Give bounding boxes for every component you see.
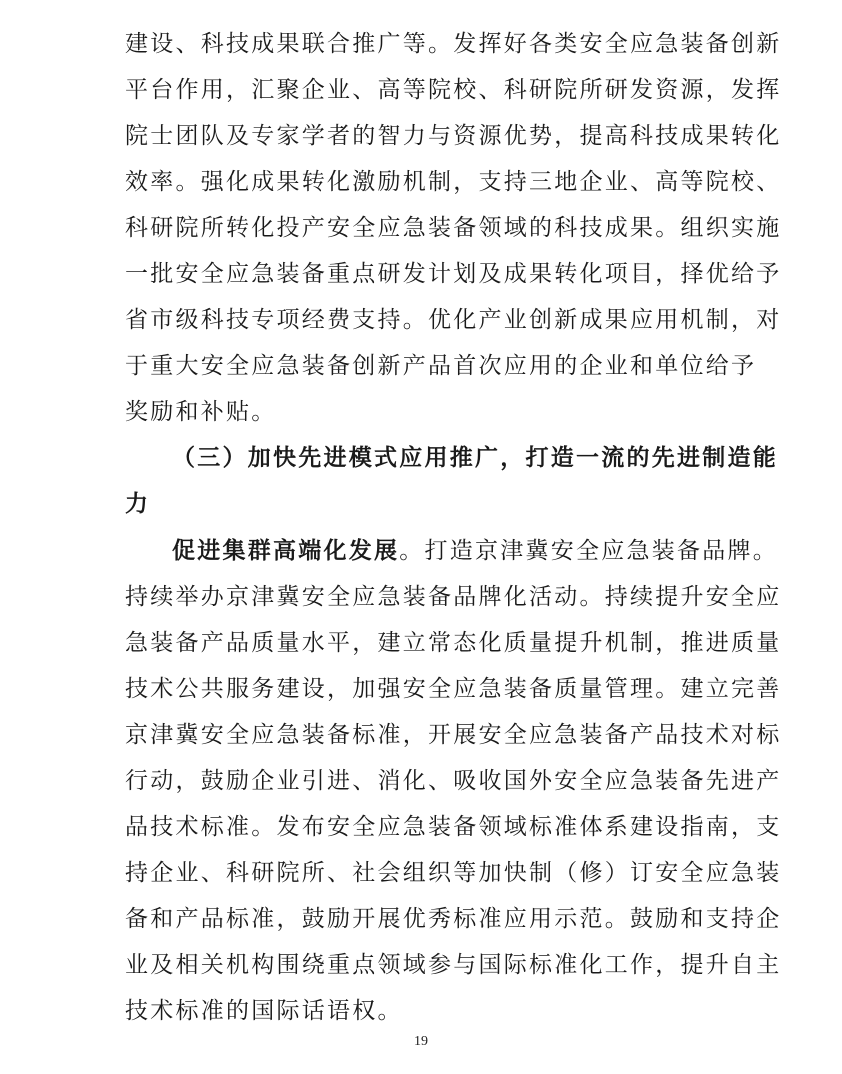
- body-text-line: 备 和 产 品 标 准 ， 鼓 励 开 展 优 秀 标 准 应 用 示 范 。 鼓 励 和 支 持 企: [125, 906, 782, 932]
- paragraph-bold-lead: 促进集群高端化发展: [172, 538, 400, 564]
- body-text-line: 京 津 冀 安 全 应 急 装 备 标 准 ， 开 展 安 全 应 急 装 备 产 品 技 术 对 标: [125, 722, 782, 748]
- body-text-line: 于 重 大 安 全 应 急 装 备 创 新 产 品 首 次 应 用 的 企 业 和 单 位 给 予: [125, 353, 757, 379]
- body-text-line: 科 研 院 所 转 化 投 产 安 全 应 急 装 备 领 域 的 科 技 成 果 。 组 织 实 施: [125, 215, 782, 241]
- section-heading: 力: [125, 491, 151, 517]
- body-text-line: 建 设 、 科 技 成 果 联 合 推 广 等 。 发 挥 好 各 类 安 全 应 急 装 备 创 新: [125, 31, 782, 57]
- body-text-run: 。打造京津冀安全应急装备品牌。: [399, 538, 778, 564]
- body-text-line: 技术标准的国际话语权。: [125, 998, 403, 1024]
- body-text-line: 省 市 级 科 技 专 项 经 费 支 持 。 优 化 产 业 创 新 成 果 应 用 机 制 ， 对: [125, 307, 782, 333]
- section-heading: （ 三 ） 加 快 先 进 模 式 应 用 推 广 ， 打 造 一 流 的 先 进 制 造 能: [172, 445, 778, 471]
- body-text-line: 持 企 业 、 科 研 院 所 、 社 会 组 织 等 加 快 制 （ 修 ） 订 安 全 应 急 装: [125, 860, 782, 886]
- body-text-line: 品 技 术 标 准 。 发 布 安 全 应 急 装 备 领 域 标 准 体 系 建 设 指 南 ， 支: [125, 814, 782, 840]
- body-text-line: 业 及 相 关 机 构 围 绕 重 点 领 域 参 与 国 际 标 准 化 工 作 ， 提 升 自 主: [125, 952, 782, 978]
- body-text-line: 一 批 安 全 应 急 装 备 重 点 研 发 计 划 及 成 果 转 化 项 目 ， 择 优 给 予: [125, 261, 782, 287]
- body-text-line: 急 装 备 产 品 质 量 水 平 ， 建 立 常 态 化 质 量 提 升 机 制 ， 推 进 质 量: [125, 630, 782, 656]
- body-text-line: 奖励和补贴。: [125, 399, 277, 425]
- body-text-line: 技 术 公 共 服 务 建 设 ， 加 强 安 全 应 急 装 备 质 量 管 理 。 建 立 完 善: [125, 676, 782, 702]
- body-text-line: 院 士 团 队 及 专 家 学 者 的 智 力 与 资 源 优 势 ， 提 高 科 技 成 果 转 化: [125, 123, 782, 149]
- body-text-line: 行 动 ， 鼓 励 企 业 引 进 、 消 化 、 吸 收 国 外 安 全 应 急 装 备 先 进 产: [125, 768, 782, 794]
- body-text-line: 持 续 举 办 京 津 冀 安 全 应 急 装 备 品 牌 化 活 动 。 持 续 提 升 安 全 应: [125, 584, 782, 610]
- body-text-line: 平 台 作 用 ， 汇 聚 企 业 、 高 等 院 校 、 科 研 院 所 研 发 资 源 ， 发 挥: [125, 77, 782, 103]
- paragraph-lead-line: [172, 536, 778, 566]
- body-text-line: 效 率 。 强 化 成 果 转 化 激 励 机 制 ， 支 持 三 地 企 业 、 高 等 院 校 、: [125, 169, 782, 195]
- page-number: 19: [414, 1034, 428, 1049]
